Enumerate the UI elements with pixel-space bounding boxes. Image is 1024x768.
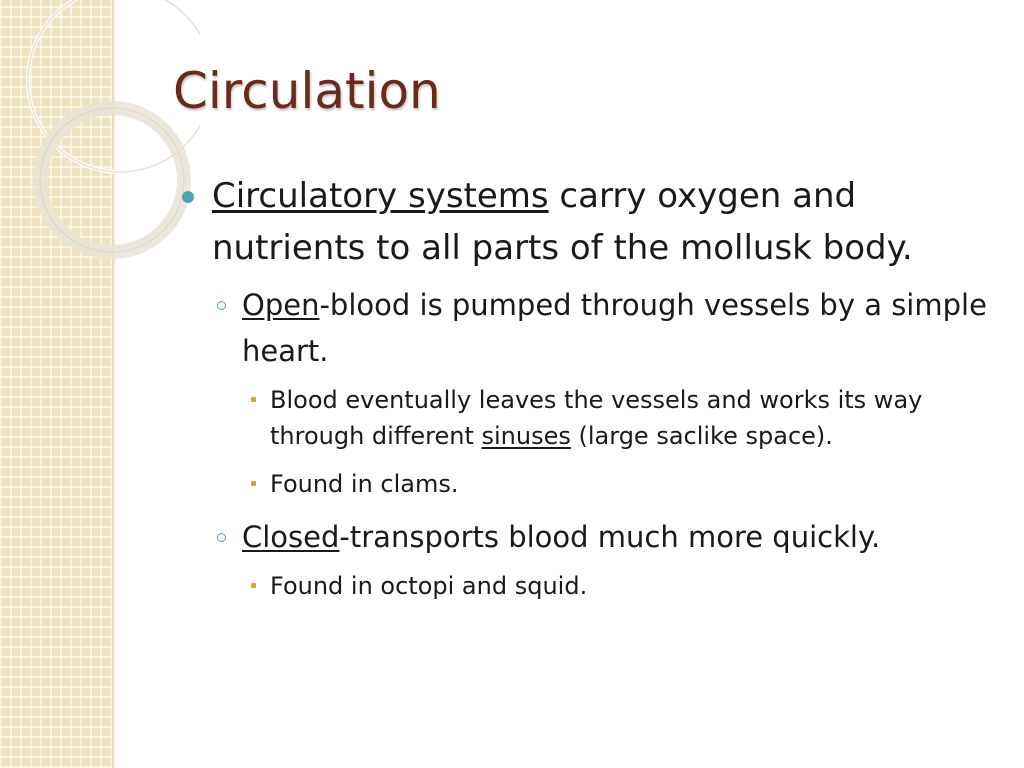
bullet-text: Found in clams. xyxy=(270,470,459,498)
term-sinuses: sinuses xyxy=(481,422,571,450)
bullet-level2-closed xyxy=(180,514,1000,560)
term-open: Open xyxy=(242,288,320,322)
bullet-text: carry oxygen and nutrients to all parts of the mollusk body. xyxy=(212,176,913,268)
bullet-text-before: Blood eventually leaves the vessels and works its way through different xyxy=(270,386,923,450)
small-square-bullet-icon xyxy=(251,397,256,402)
hollow-circle-bullet-icon xyxy=(217,301,226,310)
term-closed: Closed xyxy=(242,520,340,554)
bullet-list xyxy=(180,170,1000,616)
small-square-bullet-icon xyxy=(251,583,256,588)
slide-title: Circulation xyxy=(173,62,441,120)
decorative-rings xyxy=(0,0,200,260)
bullet-text: -blood is pumped through vessels by a simple heart. xyxy=(242,288,987,368)
small-square-bullet-icon xyxy=(251,481,256,486)
bullet-level3-sinuses xyxy=(180,382,1000,454)
bullet-level3-clams xyxy=(180,466,1000,502)
term-circulatory-systems: Circulatory systems xyxy=(212,176,549,216)
bullet-text-after: (large saclike space). xyxy=(570,422,833,450)
hollow-circle-bullet-icon xyxy=(217,533,226,542)
bullet-level1-circulatory-systems xyxy=(180,170,1000,274)
bullet-text: Found in octopi and squid. xyxy=(270,572,588,600)
bullet-text: -transports blood much more quickly. xyxy=(339,520,881,554)
bullet-level2-open xyxy=(180,282,1000,374)
filled-circle-bullet-icon xyxy=(182,191,194,203)
bullet-level3-octopi xyxy=(180,568,1000,604)
